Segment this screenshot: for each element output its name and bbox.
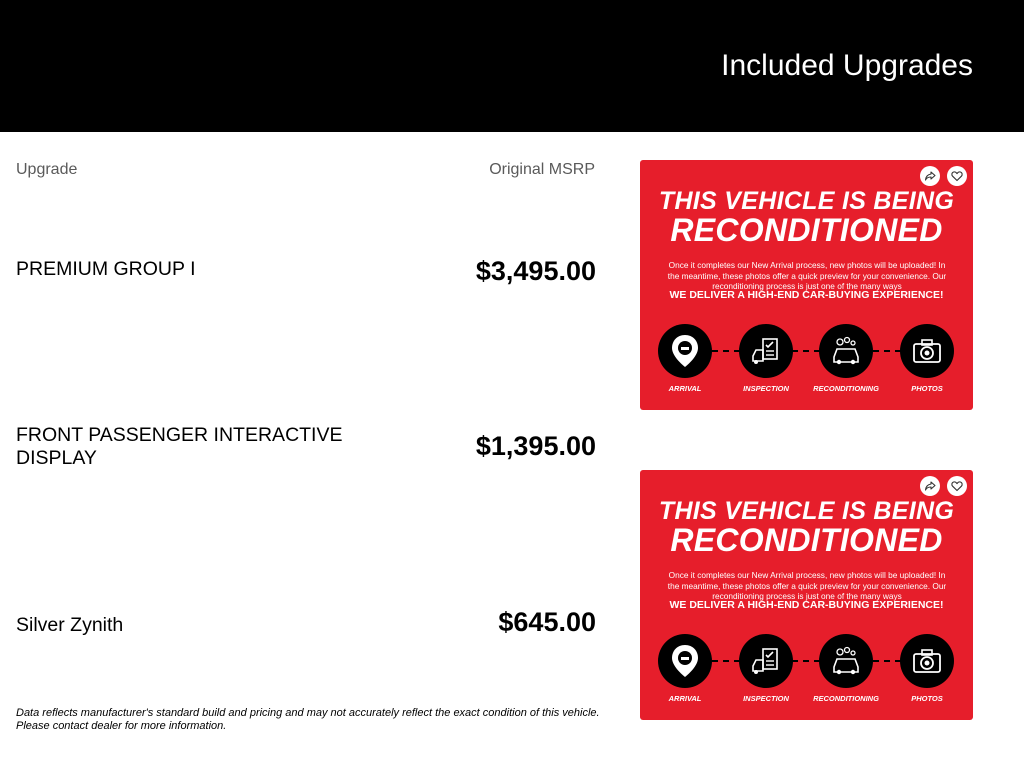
favorite-button[interactable]	[947, 476, 967, 496]
share-button[interactable]	[920, 476, 940, 496]
card-title-line1: THIS VEHICLE IS BEING	[658, 497, 955, 525]
column-header-upgrade: Upgrade	[16, 161, 78, 178]
upgrade-price: $645.00	[498, 607, 596, 637]
location-pin-icon	[665, 331, 705, 371]
inspection-step	[739, 634, 793, 688]
share-button[interactable]	[920, 166, 940, 186]
location-pin-icon	[665, 641, 705, 681]
heart-icon	[951, 480, 963, 492]
camera-icon	[909, 333, 945, 369]
share-icon	[924, 480, 936, 492]
vehicle-image-card[interactable]	[640, 160, 973, 410]
upgrade-price: $3,495.00	[475, 256, 596, 286]
step-label: ARRIVAL	[668, 694, 702, 703]
photos-step	[900, 634, 954, 688]
car-wash-icon	[828, 643, 864, 679]
upgrade-row	[16, 607, 596, 654]
clipboard-icon	[749, 644, 783, 678]
page-title: Included Upgrades	[721, 49, 973, 82]
disclaimer	[16, 707, 616, 733]
card-body-text: Once it completes our New Arrival process, new photos will be uploaded! In the meantime, these photos offer a quick preview for your convenience. Our reconditioning process is just one of the many ways	[667, 260, 947, 291]
share-icon	[924, 170, 936, 182]
page-header	[0, 0, 1024, 132]
process-steps	[640, 324, 973, 404]
card-title-line1: THIS VEHICLE IS BEING	[658, 187, 955, 215]
upgrade-row	[16, 424, 596, 484]
arrival-step	[658, 324, 712, 378]
card-body-text: Once it completes our New Arrival process, new photos will be uploaded! In the meantime, these photos offer a quick preview for your convenience. Our reconditioning process is just one of the many ways	[667, 570, 947, 601]
reconditioning-step	[819, 324, 873, 378]
inspection-step	[739, 324, 793, 378]
step-label: PHOTOS	[911, 694, 943, 703]
camera-icon	[909, 643, 945, 679]
upgrade-name: PREMIUM GROUP I	[16, 258, 196, 280]
step-label: INSPECTION	[743, 384, 789, 393]
card-tagline: WE DELIVER A HIGH-END CAR-BUYING EXPERIENCE!	[669, 289, 944, 301]
upgrade-price: $1,395.00	[475, 431, 596, 461]
heart-icon	[951, 170, 963, 182]
step-label: ARRIVAL	[668, 384, 702, 393]
disclaimer-line: Data reflects manufacturer's standard build and pricing and may not accurately reflect the exact condition of this vehicle.	[16, 707, 600, 719]
step-label: PHOTOS	[911, 384, 943, 393]
vehicle-image-card[interactable]	[640, 470, 973, 720]
column-header-msrp: Original MSRP	[489, 161, 595, 178]
card-title-line2: RECONDITIONED	[670, 522, 943, 558]
step-label: RECONDITIONING	[813, 694, 879, 703]
process-steps	[640, 634, 973, 714]
upgrade-row	[16, 258, 596, 318]
arrival-step	[658, 634, 712, 688]
disclaimer-line: Please contact dealer for more information.	[16, 720, 227, 732]
car-wash-icon	[828, 333, 864, 369]
card-title-line2: RECONDITIONED	[670, 212, 943, 248]
step-label: RECONDITIONING	[813, 384, 879, 393]
photos-step	[900, 324, 954, 378]
clipboard-icon	[749, 334, 783, 368]
reconditioning-step	[819, 634, 873, 688]
favorite-button[interactable]	[947, 166, 967, 186]
upgrade-name: FRONT PASSENGER INTERACTIVE DISPLAY	[16, 424, 343, 469]
upgrade-name: Silver Zynith	[16, 614, 124, 636]
step-label: INSPECTION	[743, 694, 789, 703]
card-tagline: WE DELIVER A HIGH-END CAR-BUYING EXPERIENCE!	[669, 599, 944, 611]
